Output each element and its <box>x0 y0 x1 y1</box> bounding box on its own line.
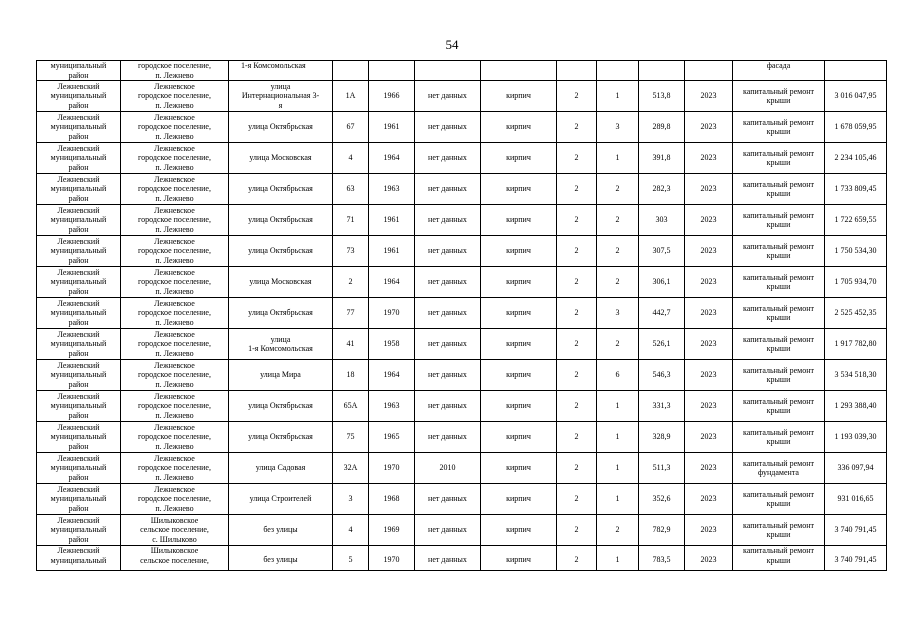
cell-floors: 2 <box>557 391 597 422</box>
cell-area: 511,3 <box>639 453 685 484</box>
cell-settlement: Лежневское городское поселение, п. Лежнево <box>121 236 229 267</box>
cell-renovation-year: нет данных <box>415 484 481 515</box>
cell-plan-year: 2023 <box>685 112 733 143</box>
cell-district: Лежневский муниципальный район <box>37 329 121 360</box>
cell-work-type: фасада <box>733 61 825 81</box>
cell-entrances: 1 <box>597 391 639 422</box>
cell-work-type: капитальный ремонт крыши <box>733 329 825 360</box>
cell-house-number: 2 <box>333 267 369 298</box>
table-row <box>37 174 887 205</box>
cell-entrances: 2 <box>597 515 639 546</box>
cell-house-number: 18 <box>333 360 369 391</box>
cell-settlement: Лежневское городское поселение, п. Лежнево <box>121 112 229 143</box>
table-row <box>37 81 887 112</box>
cell-settlement: Лежневское городское поселение, п. Лежнево <box>121 484 229 515</box>
cell-renovation-year: нет данных <box>415 298 481 329</box>
cell-district: Лежневский муниципальный район <box>37 112 121 143</box>
cell-wall-material: кирпич <box>481 143 557 174</box>
cell-renovation-year: 2010 <box>415 453 481 484</box>
cell-district: Лежневский муниципальный район <box>37 298 121 329</box>
cell-floors: 2 <box>557 81 597 112</box>
table-row <box>37 205 887 236</box>
cell-work-type: капитальный ремонт крыши <box>733 267 825 298</box>
cell-house-number: 65А <box>333 391 369 422</box>
cell-build-year <box>369 61 415 81</box>
cell-area: 289,8 <box>639 112 685 143</box>
cell-wall-material: кирпич <box>481 112 557 143</box>
cell-work-type: капитальный ремонт крыши <box>733 174 825 205</box>
cell-area: 328,9 <box>639 422 685 453</box>
cell-area: 391,8 <box>639 143 685 174</box>
cell-plan-year: 2023 <box>685 329 733 360</box>
cell-house-number: 41 <box>333 329 369 360</box>
cell-area: 303 <box>639 205 685 236</box>
cell-area <box>639 61 685 81</box>
cell-plan-year: 2023 <box>685 453 733 484</box>
table-row <box>37 112 887 143</box>
cell-build-year: 1969 <box>369 515 415 546</box>
cell-work-type: капитальный ремонт крыши <box>733 112 825 143</box>
cell-district: Лежневский муниципальный район <box>37 205 121 236</box>
cell-district: Лежневский муниципальный район <box>37 484 121 515</box>
cell-wall-material: кирпич <box>481 205 557 236</box>
cell-renovation-year: нет данных <box>415 329 481 360</box>
cell-cost: 1 705 934,70 <box>825 267 887 298</box>
cell-build-year: 1964 <box>369 360 415 391</box>
cell-cost <box>825 61 887 81</box>
cell-wall-material: кирпич <box>481 81 557 112</box>
housing-register-table <box>36 60 887 571</box>
cell-renovation-year: нет данных <box>415 422 481 453</box>
cell-street: улица Интернациональная 3- я <box>229 81 333 112</box>
cell-area: 782,9 <box>639 515 685 546</box>
cell-floors: 2 <box>557 267 597 298</box>
cell-entrances: 1 <box>597 422 639 453</box>
cell-build-year: 1964 <box>369 267 415 298</box>
table-row <box>37 236 887 267</box>
table-row <box>37 546 887 571</box>
cell-area: 783,5 <box>639 546 685 571</box>
cell-plan-year: 2023 <box>685 298 733 329</box>
cell-entrances: 1 <box>597 546 639 571</box>
cell-house-number: 4 <box>333 515 369 546</box>
cell-settlement: Шилыковское сельское поселение, <box>121 546 229 571</box>
cell-street: улица Московская <box>229 143 333 174</box>
cell-build-year: 1961 <box>369 236 415 267</box>
cell-build-year: 1961 <box>369 112 415 143</box>
cell-work-type: капитальный ремонт крыши <box>733 546 825 571</box>
cell-renovation-year: нет данных <box>415 391 481 422</box>
cell-wall-material: кирпич <box>481 546 557 571</box>
table-row <box>37 267 887 298</box>
cell-district: Лежневский муниципальный район <box>37 453 121 484</box>
cell-area: 546,3 <box>639 360 685 391</box>
cell-district: Лежневский муниципальный район <box>37 515 121 546</box>
cell-floors: 2 <box>557 453 597 484</box>
cell-settlement: Лежневское городское поселение, п. Лежнево <box>121 422 229 453</box>
cell-wall-material <box>481 61 557 81</box>
cell-work-type: капитальный ремонт крыши <box>733 205 825 236</box>
cell-plan-year: 2023 <box>685 174 733 205</box>
table-body <box>37 61 887 571</box>
cell-floors: 2 <box>557 360 597 391</box>
cell-cost: 2 234 105,46 <box>825 143 887 174</box>
cell-entrances: 2 <box>597 267 639 298</box>
cell-cost: 1 917 782,80 <box>825 329 887 360</box>
cell-settlement: городское поселение, п. Лежнево <box>121 61 229 81</box>
cell-renovation-year: нет данных <box>415 205 481 236</box>
cell-street: 1-я Комсомольская <box>229 61 333 81</box>
cell-plan-year: 2023 <box>685 236 733 267</box>
cell-entrances <box>597 61 639 81</box>
cell-settlement: Лежневское городское поселение, п. Лежнево <box>121 391 229 422</box>
cell-plan-year <box>685 61 733 81</box>
cell-wall-material: кирпич <box>481 267 557 298</box>
cell-build-year: 1964 <box>369 143 415 174</box>
cell-work-type: капитальный ремонт крыши <box>733 236 825 267</box>
cell-area: 282,3 <box>639 174 685 205</box>
cell-work-type: капитальный ремонт крыши <box>733 422 825 453</box>
cell-wall-material: кирпич <box>481 298 557 329</box>
cell-build-year: 1970 <box>369 546 415 571</box>
cell-renovation-year: нет данных <box>415 174 481 205</box>
cell-street: улица Октябрьская <box>229 236 333 267</box>
cell-work-type: капитальный ремонт крыши <box>733 360 825 391</box>
cell-street: улица Октябрьская <box>229 391 333 422</box>
cell-build-year: 1970 <box>369 298 415 329</box>
cell-street: улица Московская <box>229 267 333 298</box>
cell-house-number: 73 <box>333 236 369 267</box>
cell-cost: 931 016,65 <box>825 484 887 515</box>
cell-renovation-year: нет данных <box>415 360 481 391</box>
cell-renovation-year: нет данных <box>415 267 481 298</box>
cell-area: 526,1 <box>639 329 685 360</box>
cell-build-year: 1961 <box>369 205 415 236</box>
cell-cost: 336 097,94 <box>825 453 887 484</box>
cell-plan-year: 2023 <box>685 143 733 174</box>
cell-district: Лежневский муниципальный район <box>37 267 121 298</box>
cell-wall-material: кирпич <box>481 422 557 453</box>
cell-area: 442,7 <box>639 298 685 329</box>
cell-cost: 3 740 791,45 <box>825 546 887 571</box>
cell-work-type: капитальный ремонт фундамента <box>733 453 825 484</box>
cell-house-number: 77 <box>333 298 369 329</box>
cell-wall-material: кирпич <box>481 515 557 546</box>
table-row <box>37 391 887 422</box>
cell-district: Лежневский муниципальный район <box>37 143 121 174</box>
cell-work-type: капитальный ремонт крыши <box>733 81 825 112</box>
cell-wall-material: кирпич <box>481 236 557 267</box>
cell-entrances: 1 <box>597 453 639 484</box>
cell-settlement: Лежневское городское поселение, п. Лежнево <box>121 453 229 484</box>
cell-entrances: 1 <box>597 484 639 515</box>
cell-cost: 3 740 791,45 <box>825 515 887 546</box>
cell-district: Лежневский муниципальный <box>37 546 121 571</box>
table-row <box>37 515 887 546</box>
cell-area: 306,1 <box>639 267 685 298</box>
cell-district: муниципальный район <box>37 61 121 81</box>
cell-entrances: 1 <box>597 143 639 174</box>
cell-settlement: Лежневское городское поселение, п. Лежнево <box>121 267 229 298</box>
cell-district: Лежневский муниципальный район <box>37 174 121 205</box>
cell-renovation-year <box>415 61 481 81</box>
cell-house-number: 75 <box>333 422 369 453</box>
cell-entrances: 2 <box>597 174 639 205</box>
cell-street: улица Октябрьская <box>229 205 333 236</box>
cell-wall-material: кирпич <box>481 453 557 484</box>
cell-house-number: 5 <box>333 546 369 571</box>
cell-floors: 2 <box>557 236 597 267</box>
cell-build-year: 1963 <box>369 174 415 205</box>
cell-settlement: Лежневское городское поселение, п. Лежнево <box>121 360 229 391</box>
cell-plan-year: 2023 <box>685 515 733 546</box>
cell-build-year: 1963 <box>369 391 415 422</box>
cell-floors: 2 <box>557 329 597 360</box>
cell-house-number: 67 <box>333 112 369 143</box>
cell-work-type: капитальный ремонт крыши <box>733 391 825 422</box>
cell-street: улица 1-я Комсомольская <box>229 329 333 360</box>
cell-build-year: 1966 <box>369 81 415 112</box>
cell-house-number: 63 <box>333 174 369 205</box>
cell-district: Лежневский муниципальный район <box>37 236 121 267</box>
cell-street: улица Мира <box>229 360 333 391</box>
table-row <box>37 329 887 360</box>
cell-area: 352,6 <box>639 484 685 515</box>
cell-district: Лежневский муниципальный район <box>37 360 121 391</box>
cell-street: без улицы <box>229 515 333 546</box>
cell-plan-year: 2023 <box>685 81 733 112</box>
cell-cost: 1 722 659,55 <box>825 205 887 236</box>
cell-house-number: 3 <box>333 484 369 515</box>
cell-street: улица Строителей <box>229 484 333 515</box>
cell-street: улица Октябрьская <box>229 298 333 329</box>
cell-plan-year: 2023 <box>685 360 733 391</box>
cell-work-type: капитальный ремонт крыши <box>733 484 825 515</box>
cell-renovation-year: нет данных <box>415 81 481 112</box>
cell-settlement: Лежневское городское поселение, п. Лежнево <box>121 174 229 205</box>
cell-settlement: Лежневское городское поселение, п. Лежнево <box>121 81 229 112</box>
cell-house-number <box>333 61 369 81</box>
table-row <box>37 143 887 174</box>
table-row <box>37 61 887 81</box>
cell-house-number: 71 <box>333 205 369 236</box>
cell-district: Лежневский муниципальный район <box>37 81 121 112</box>
cell-settlement: Лежневское городское поселение, п. Лежнево <box>121 143 229 174</box>
cell-area: 331,3 <box>639 391 685 422</box>
cell-floors: 2 <box>557 112 597 143</box>
cell-floors: 2 <box>557 484 597 515</box>
cell-settlement: Лежневское городское поселение, п. Лежнево <box>121 329 229 360</box>
cell-renovation-year: нет данных <box>415 515 481 546</box>
cell-work-type: капитальный ремонт крыши <box>733 515 825 546</box>
cell-house-number: 4 <box>333 143 369 174</box>
table-row <box>37 422 887 453</box>
cell-plan-year: 2023 <box>685 391 733 422</box>
cell-cost: 1 750 534,30 <box>825 236 887 267</box>
cell-renovation-year: нет данных <box>415 143 481 174</box>
cell-street: без улицы <box>229 546 333 571</box>
cell-renovation-year: нет данных <box>415 546 481 571</box>
page-number: 54 <box>445 37 459 52</box>
cell-plan-year: 2023 <box>685 484 733 515</box>
cell-entrances: 6 <box>597 360 639 391</box>
cell-floors: 2 <box>557 298 597 329</box>
cell-build-year: 1958 <box>369 329 415 360</box>
cell-district: Лежневский муниципальный район <box>37 422 121 453</box>
cell-work-type: капитальный ремонт крыши <box>733 298 825 329</box>
cell-plan-year: 2023 <box>685 422 733 453</box>
cell-entrances: 3 <box>597 112 639 143</box>
cell-cost: 1 293 388,40 <box>825 391 887 422</box>
cell-cost: 1 193 039,30 <box>825 422 887 453</box>
cell-area: 513,8 <box>639 81 685 112</box>
cell-floors: 2 <box>557 205 597 236</box>
cell-cost: 1 733 809,45 <box>825 174 887 205</box>
cell-build-year: 1970 <box>369 453 415 484</box>
cell-settlement: Шилыковское сельское поселение, с. Шилыково <box>121 515 229 546</box>
cell-floors: 2 <box>557 422 597 453</box>
cell-floors <box>557 61 597 81</box>
cell-area: 307,5 <box>639 236 685 267</box>
cell-street: улица Садовая <box>229 453 333 484</box>
cell-floors: 2 <box>557 143 597 174</box>
cell-wall-material: кирпич <box>481 484 557 515</box>
cell-wall-material: кирпич <box>481 174 557 205</box>
cell-entrances: 1 <box>597 81 639 112</box>
table-row <box>37 298 887 329</box>
cell-entrances: 2 <box>597 329 639 360</box>
cell-settlement: Лежневское городское поселение, п. Лежнево <box>121 205 229 236</box>
cell-wall-material: кирпич <box>481 391 557 422</box>
cell-street: улица Октябрьская <box>229 422 333 453</box>
cell-renovation-year: нет данных <box>415 236 481 267</box>
cell-floors: 2 <box>557 174 597 205</box>
table-row <box>37 484 887 515</box>
cell-street: улица Октябрьская <box>229 112 333 143</box>
cell-entrances: 3 <box>597 298 639 329</box>
cell-plan-year: 2023 <box>685 205 733 236</box>
cell-plan-year: 2023 <box>685 267 733 298</box>
cell-house-number: 32А <box>333 453 369 484</box>
cell-build-year: 1968 <box>369 484 415 515</box>
cell-renovation-year: нет данных <box>415 112 481 143</box>
cell-build-year: 1965 <box>369 422 415 453</box>
cell-wall-material: кирпич <box>481 329 557 360</box>
table-row <box>37 360 887 391</box>
cell-floors: 2 <box>557 515 597 546</box>
cell-entrances: 2 <box>597 236 639 267</box>
cell-street: улица Октябрьская <box>229 174 333 205</box>
table-row <box>37 453 887 484</box>
cell-cost: 2 525 452,35 <box>825 298 887 329</box>
cell-work-type: капитальный ремонт крыши <box>733 143 825 174</box>
cell-district: Лежневский муниципальный район <box>37 391 121 422</box>
cell-entrances: 2 <box>597 205 639 236</box>
cell-floors: 2 <box>557 546 597 571</box>
cell-wall-material: кирпич <box>481 360 557 391</box>
cell-house-number: 1А <box>333 81 369 112</box>
cell-cost: 3 534 518,30 <box>825 360 887 391</box>
cell-cost: 3 016 047,95 <box>825 81 887 112</box>
cell-plan-year: 2023 <box>685 546 733 571</box>
cell-cost: 1 678 059,95 <box>825 112 887 143</box>
cell-settlement: Лежневское городское поселение, п. Лежнево <box>121 298 229 329</box>
